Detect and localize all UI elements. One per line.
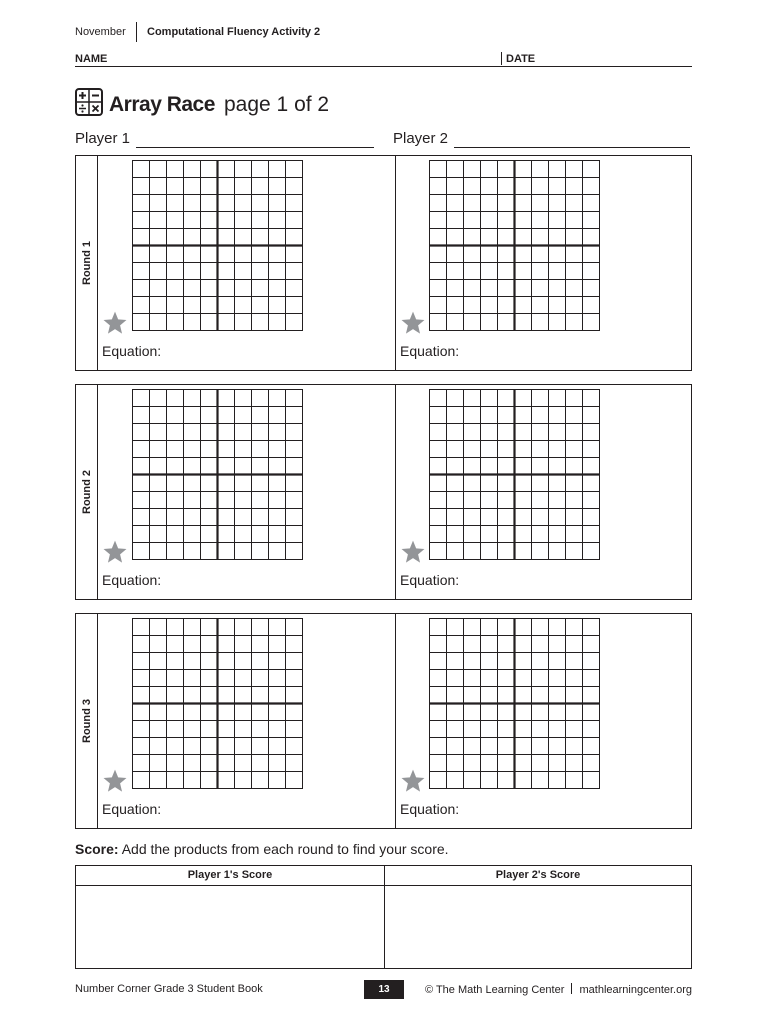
operations-icon	[75, 88, 103, 116]
star-icon	[400, 539, 426, 565]
footer-book: Number Corner Grade 3 Student Book	[75, 983, 263, 995]
score-table	[75, 865, 692, 969]
name-label: NAME	[75, 53, 108, 65]
round-label: Round 1	[81, 241, 93, 285]
footer-site: mathlearningcenter.org	[579, 984, 692, 996]
array-grid-player2[interactable]	[429, 618, 600, 789]
round-label: Round 3	[81, 699, 93, 743]
array-grid-player1[interactable]	[132, 618, 303, 789]
equation-label-player2: Equation:	[400, 343, 460, 359]
round-1-box	[75, 155, 692, 371]
player2-label: Player 2	[393, 130, 449, 147]
equation-label-player1: Equation:	[102, 572, 162, 588]
name-date-line	[75, 66, 692, 67]
array-grid-player2[interactable]	[429, 389, 600, 560]
player1-label: Player 1	[75, 130, 131, 147]
equation-label-player2: Equation:	[400, 801, 460, 817]
title-page: page 1 of 2	[224, 93, 330, 116]
star-icon	[400, 310, 426, 336]
page-number: 13	[364, 980, 404, 999]
date-divider	[501, 52, 502, 65]
star-icon	[102, 768, 128, 794]
array-grid-player1[interactable]	[132, 160, 303, 331]
footer-copyright	[425, 983, 692, 996]
round-label: Round 2	[81, 470, 93, 514]
array-grid-player2[interactable]	[429, 160, 600, 331]
player-divider	[395, 156, 396, 370]
round-label-column	[76, 385, 98, 599]
round-3-box	[75, 613, 692, 829]
player2-score-header: Player 2's Score	[495, 869, 581, 881]
score-instruction: Add the products from each round to find your score.	[121, 841, 449, 857]
player-divider	[395, 614, 396, 828]
score-label: Score:	[75, 841, 119, 857]
equation-label-player1: Equation:	[102, 801, 162, 817]
copyright-text: © The Math Learning Center	[424, 984, 565, 996]
header-activity: Computational Fluency Activity 2	[147, 26, 321, 38]
player1-score-header: Player 1's Score	[187, 869, 273, 881]
header-month: November	[75, 26, 126, 38]
date-label: DATE	[506, 53, 536, 65]
footer-separator	[571, 983, 572, 994]
round-label-column	[76, 156, 98, 370]
star-icon	[102, 539, 128, 565]
round-label-column	[76, 614, 98, 828]
player2-name-line	[454, 147, 690, 148]
player1-name-line	[136, 147, 374, 148]
header-divider	[136, 22, 137, 42]
score-table-divider	[384, 866, 385, 968]
equation-label-player2: Equation:	[400, 572, 460, 588]
equation-label-player1: Equation:	[102, 343, 162, 359]
title-main: Array Race	[109, 93, 215, 116]
score-line	[75, 841, 449, 857]
array-grid-player1[interactable]	[132, 389, 303, 560]
star-icon	[400, 768, 426, 794]
star-icon	[102, 310, 128, 336]
player-divider	[395, 385, 396, 599]
round-2-box	[75, 384, 692, 600]
